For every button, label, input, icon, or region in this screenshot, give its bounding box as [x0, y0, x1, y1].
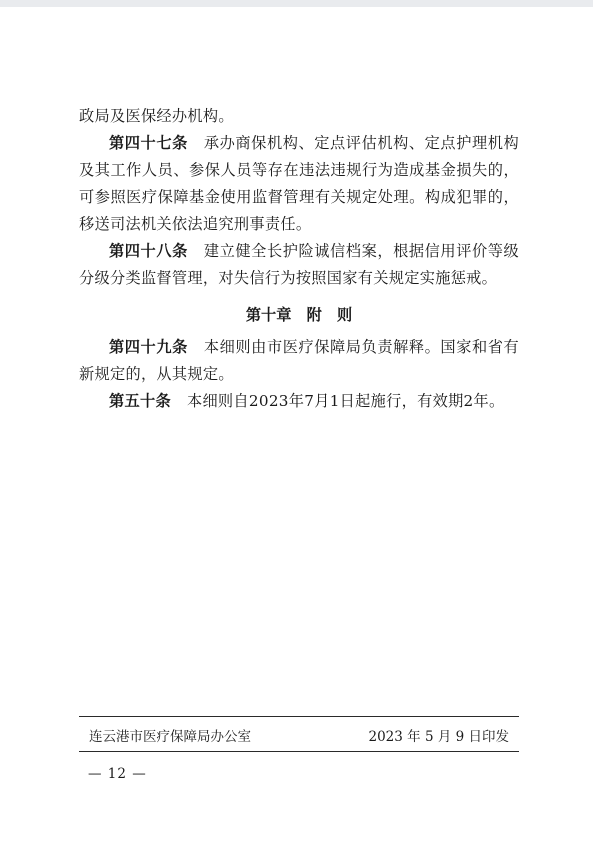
- chapter-title: 第十章 附 则: [245, 306, 353, 324]
- paragraph-text: 政局及医保经办机构。: [79, 107, 234, 125]
- article-text: 建立健全长护险诚信档案，根据信用评价等级分级分类监督管理，对失信行为按照国家有关规定实施惩戒。: [79, 242, 520, 287]
- paragraph-continuation: [79, 103, 519, 130]
- issuance-footer: [79, 716, 519, 752]
- footer-issuer: 连云港市医疗保障局办公室: [89, 729, 251, 745]
- article-label: 第四十七条: [109, 134, 188, 152]
- article-49: [79, 334, 519, 388]
- article-text: 承办商保机构、定点评估机构、定点护理机构及其工作人员、参保人员等存在违法违规行为造成基金损失的，可参照医疗保障基金使用监督管理有关规定处理。构成犯罪的，移送司法机关依法追究刑事责任。: [79, 134, 520, 233]
- article-47: [79, 130, 519, 238]
- footer-date: 2023 年 5 月 9 日印发: [368, 729, 509, 745]
- document-body: [79, 103, 519, 415]
- article-text: 本细则自2023年7月1日起施行，有效期2年。: [186, 392, 505, 410]
- article-label: 第四十九条: [109, 338, 188, 356]
- article-50: [79, 388, 519, 415]
- viewer-top-strip: [0, 0, 593, 7]
- article-text: 本细则由市医疗保障局负责解释。国家和省有新规定的，从其规定。: [79, 338, 520, 383]
- page-number: — 12 —: [88, 766, 147, 782]
- article-48: [79, 238, 519, 292]
- article-label: 第四十八条: [109, 242, 188, 260]
- article-label: 第五十条: [109, 392, 171, 410]
